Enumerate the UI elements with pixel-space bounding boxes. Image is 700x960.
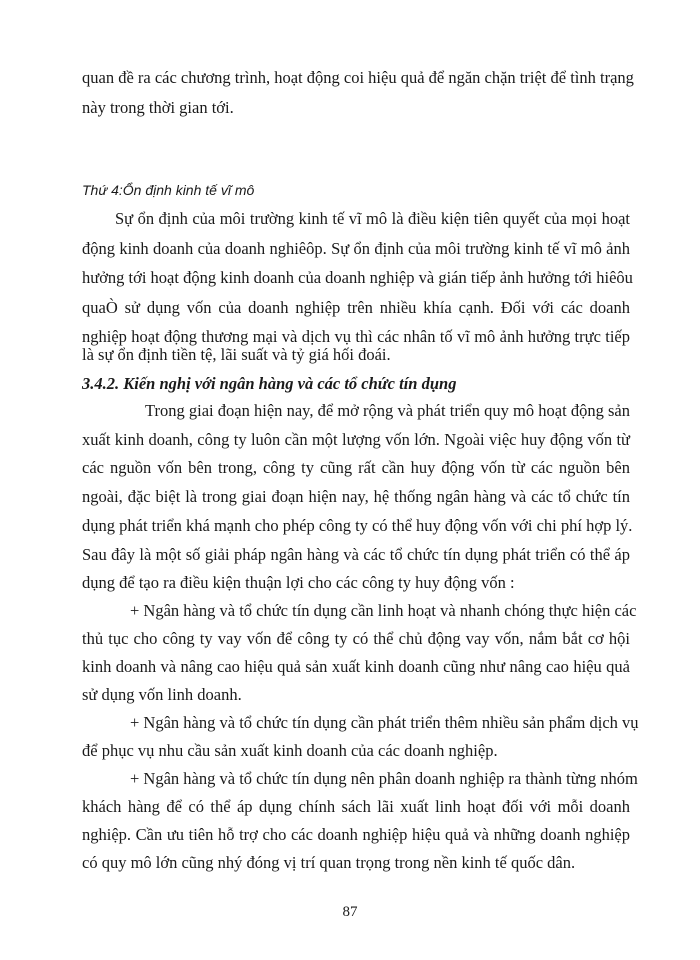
text-line: là sự ổn định tiền tệ, lãi suất và tỷ giá hối đoái. [82,345,391,364]
text-line: sử dụng vốn linh doanh. [82,685,242,704]
text-line: Sau đây là một số giải pháp ngân hàng và các tổ chức tín dụng phát triển có thể áp [82,545,630,564]
text-line: có quy mô lớn cũng nhý đóng vị trí quan trọng trong nền kinh tế quốc dân. [82,853,576,872]
text-line: các nguồn vốn bên trong, công ty cũng rất cần huy động vốn từ các nguồn bên [82,458,630,477]
text-line: Sự ổn định của môi trường kinh tế vĩ mô là điều kiện tiên quyết của mọi hoạt [115,209,630,228]
text-line: để phục vụ nhu cầu sản xuất kinh doanh của các doanh nghiệp. [82,741,498,760]
text-line: Trong giai đoạn hiện nay, để mở rộng và phát triển quy mô hoạt động sản [145,401,630,420]
section-heading-bold: 3.4.2. Kiến nghị với ngân hàng và các tổ chức tín dụng [82,374,457,393]
text-line: khách hàng để có thể áp dụng chính sách lãi xuất linh hoạt đối với mỗi doanh [82,797,630,816]
bullet-line: + Ngân hàng và tổ chức tín dụng nên phân doanh nghiệp ra thành từng nhóm [130,769,638,788]
text-line: thủ tục cho công ty vay vốn để công ty có thể chủ động vay vốn, nắm bắt cơ hội [82,629,630,648]
bullet-line: + Ngân hàng và tổ chức tín dụng cần linh hoạt và nhanh chóng thực hiện các [130,601,637,620]
text-line: dụng để tạo ra điều kiện thuận lợi cho các công ty huy động vốn : [82,573,515,592]
text-line: động kinh doanh của doanh nghiêôp. Sự ổn định của môi trường kinh tế vĩ mô ảnh [82,239,630,258]
text-line: quaÒ sử dụng vốn của doanh nghiệp trên nhiều khía cạnh. Đối với các doanh [82,298,630,317]
text-line: quan đề ra các chương trình, hoạt động coi hiệu quả để ngăn chặn triệt để tình trạng [82,68,634,87]
text-line: ngoài, đặc biệt là trong giai đoạn hiện nay, hệ thống ngân hàng và các tổ chức tín [82,487,630,506]
section-heading-italic: Thứ 4:Ổn định kinh tế vĩ mô [82,182,255,198]
page-number: 87 [342,904,358,920]
bullet-line: + Ngân hàng và tổ chức tín dụng cần phát triển thêm nhiều sản phẩm dịch vụ [130,713,639,732]
text-line: dụng phát triển khá mạnh cho phép công ty có thể huy động vốn với chi phí hợp lý. [82,516,633,535]
text-line: kinh doanh và nâng cao hiệu quả sản xuất kinh doanh cũng như nâng cao hiệu quả [82,657,630,676]
text-line: nghiệp. Cần ưu tiên hỗ trợ cho các doanh nghiệp hiệu quả và những doanh nghiệp [82,825,630,844]
text-line: xuất kinh doanh, công ty luôn cần một lượng vốn lớn. Ngoài việc huy động vốn từ [82,430,630,449]
text-line: nghiệp hoạt động thương mại và dịch vụ thì các nhân tố vĩ mô ảnh hưởng trực tiếp [82,327,630,346]
text-line: hưởng tới hoạt động kinh doanh của doanh nghiệp và gián tiếp ảnh hưởng tới hiêôu [82,268,633,287]
text-line: này trong thời gian tới. [82,98,234,117]
